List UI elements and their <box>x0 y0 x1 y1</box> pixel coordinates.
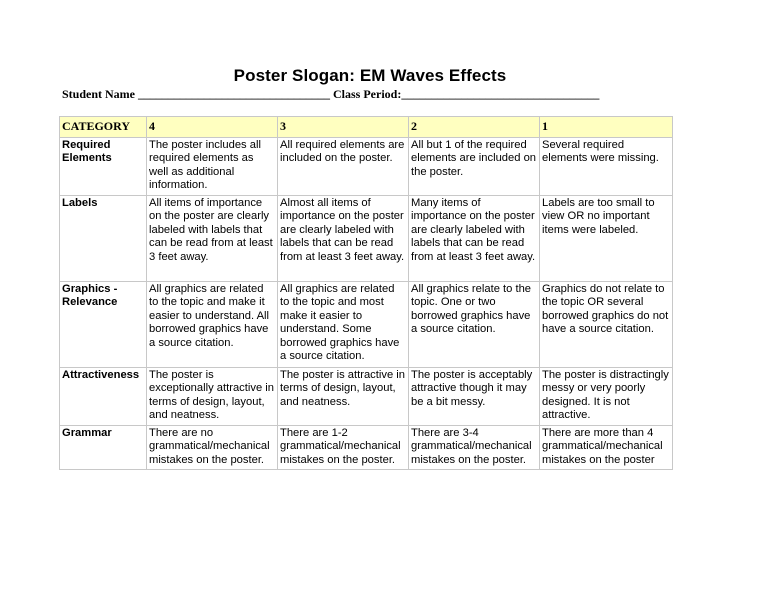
rubric-cell: There are 1-2 grammatical/mechanical mistakes on the poster. <box>278 426 409 470</box>
rubric-cell: Labels are too small to view OR no important items were labeled. <box>540 196 673 282</box>
header-score-4: 4 <box>147 117 278 138</box>
category-cell: Required Elements <box>60 138 147 196</box>
rubric-cell: All items of importance on the poster are clearly labeled with labels that can be read from at least 3 feet away. <box>147 196 278 282</box>
rubric-cell: All graphics are related to the topic and make it easier to understand. All borrowed graphics have a source citation. <box>147 282 278 368</box>
rubric-cell: The poster includes all required elements as well as additional information. <box>147 138 278 196</box>
rubric-cell: All graphics are related to the topic and most make it easier to understand. Some borrowed graphics have a source citation. <box>278 282 409 368</box>
rubric-cell: All but 1 of the required elements are included on the poster. <box>409 138 540 196</box>
student-name-class-period-line: Student Name ________________________________ Class Period:_________________________________ <box>62 87 600 101</box>
header-score-3: 3 <box>278 117 409 138</box>
header-score-1: 1 <box>540 117 673 138</box>
rubric-row-attractiveness <box>60 368 673 426</box>
rubric-cell: Graphics do not relate to the topic OR several borrowed graphics do not have a source citation. <box>540 282 673 368</box>
rubric-cell: The poster is attractive in terms of design, layout, and neatness. <box>278 368 409 426</box>
category-cell: Graphics - Relevance <box>60 282 147 368</box>
rubric-cell: The poster is exceptionally attractive in terms of design, layout, and neatness. <box>147 368 278 426</box>
rubric-cell: All graphics relate to the topic. One or two borrowed graphics have a source citation. <box>409 282 540 368</box>
rubric-cell: There are 3-4 grammatical/mechanical mistakes on the poster. <box>409 426 540 470</box>
rubric-cell: There are no grammatical/mechanical mistakes on the poster. <box>147 426 278 470</box>
header-score-2: 2 <box>409 117 540 138</box>
rubric-cell: The poster is distractingly messy or very poorly designed. It is not attractive. <box>540 368 673 426</box>
rubric-row-required-elements <box>60 138 673 196</box>
rubric-cell: Many items of importance on the poster are clearly labeled with labels that can be read from at least 3 feet away. <box>409 196 540 282</box>
category-cell: Grammar <box>60 426 147 470</box>
rubric-row-grammar <box>60 426 673 470</box>
rubric-row-labels <box>60 196 673 282</box>
rubric-cell: All required elements are included on the poster. <box>278 138 409 196</box>
rubric-table <box>59 116 673 470</box>
rubric-cell: There are more than 4 grammatical/mechanical mistakes on the poster <box>540 426 673 470</box>
rubric-row-graphics-relevance <box>60 282 673 368</box>
category-cell: Labels <box>60 196 147 282</box>
header-category: CATEGORY <box>60 117 147 138</box>
document-title: Poster Slogan: EM Waves Effects <box>233 66 507 85</box>
category-cell: Attractiveness <box>60 368 147 426</box>
rubric-cell: Several required elements were missing. <box>540 138 673 196</box>
rubric-cell: Almost all items of importance on the poster are clearly labeled with labels that can be read from at least 3 feet away. <box>278 196 409 282</box>
rubric-header-row <box>60 117 673 138</box>
rubric-cell: The poster is acceptably attractive though it may be a bit messy. <box>409 368 540 426</box>
